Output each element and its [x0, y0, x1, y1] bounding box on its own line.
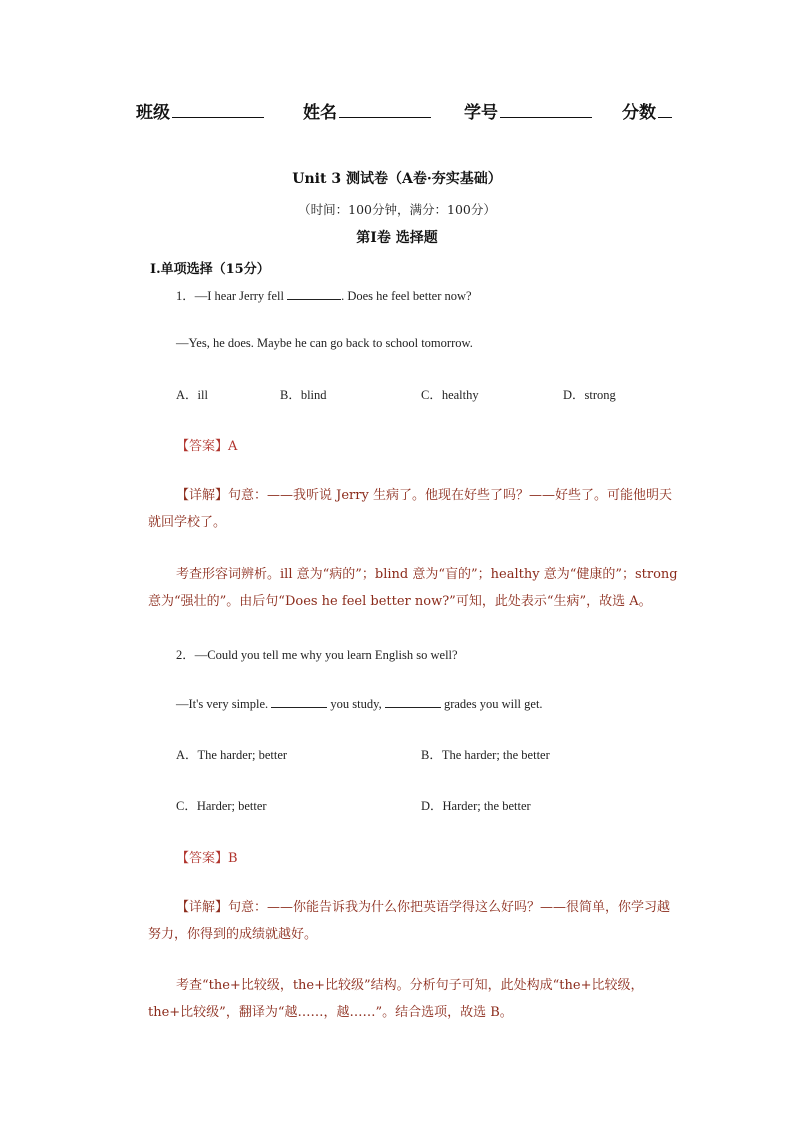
- question-2-blank-2[interactable]: [385, 696, 441, 708]
- question-1-option-c[interactable]: C．healthy: [421, 388, 479, 402]
- question-2-answer: 【答案】B: [176, 851, 238, 866]
- question-1-answer: 【答案】A: [176, 439, 238, 454]
- class-blank[interactable]: [172, 115, 264, 118]
- question-2-detail: 【详解】句意：——你能告诉我为什么你把英语学得这么好吗？——很简单，你学习越努力，你得到的成绩就越好。: [148, 900, 671, 942]
- question-1-stem: 1．—I hear Jerry fell . Does he feel better now?: [176, 289, 472, 303]
- question-1-option-a[interactable]: A．ill: [176, 388, 208, 402]
- question-1-blank[interactable]: [287, 288, 341, 300]
- question-1-option-d[interactable]: D．strong: [563, 388, 616, 402]
- question-2-option-c[interactable]: C．Harder; better: [176, 799, 267, 813]
- question-1-option-b[interactable]: B．blind: [280, 388, 327, 402]
- name-blank[interactable]: [339, 115, 431, 118]
- question-1-detail: 【详解】句意：——我听说 Jerry 生病了。他现在好些了吗？——好些了。可能他明天就回学校了。: [148, 488, 672, 530]
- question-2-stem: 2．—Could you tell me why you learn English so well?: [176, 648, 458, 662]
- question-2-analysis: 考查“the+比较级，the+比较级”结构。分析句子可知，此处构成“the+比较级，the+比较级”，翻译为“越……，越……”。结合选项，故选 B。: [148, 978, 644, 1020]
- section-heading: I.单项选择（15分）: [150, 262, 270, 277]
- question-1-analysis: 考查形容词辨析。ill 意为“病的”；blind 意为“盲的”；healthy 意为“健康的”；strong 意为“强壮的”。由后句“Does he feel better now?”可知，此处表示“生病”，故选 A。: [148, 567, 678, 609]
- question-2-option-b[interactable]: B．The harder; the better: [421, 748, 550, 762]
- name-label: 姓名: [303, 98, 431, 123]
- page-title: Unit 3 测试卷（A卷·夯实基础）: [292, 171, 502, 187]
- question-2-option-a[interactable]: A．The harder; better: [176, 748, 288, 762]
- question-2-option-d[interactable]: D．Harder; the better: [421, 799, 531, 813]
- question-2-blank-1[interactable]: [271, 696, 327, 708]
- question-1-reply: —Yes, he does. Maybe he can go back to school tomorrow.: [176, 336, 473, 350]
- question-2-reply: —It's very simple. you study, grades you will get.: [176, 697, 543, 711]
- score-blank[interactable]: [658, 115, 672, 118]
- student-id-blank[interactable]: [500, 115, 592, 118]
- time-info: （时间：100分钟，满分：100分）: [298, 202, 496, 217]
- score-label: 分数: [622, 98, 672, 123]
- class-label: 班级: [136, 98, 264, 123]
- volume-heading: 第I卷 选择题: [356, 230, 438, 246]
- student-id-label: 学号: [464, 98, 592, 123]
